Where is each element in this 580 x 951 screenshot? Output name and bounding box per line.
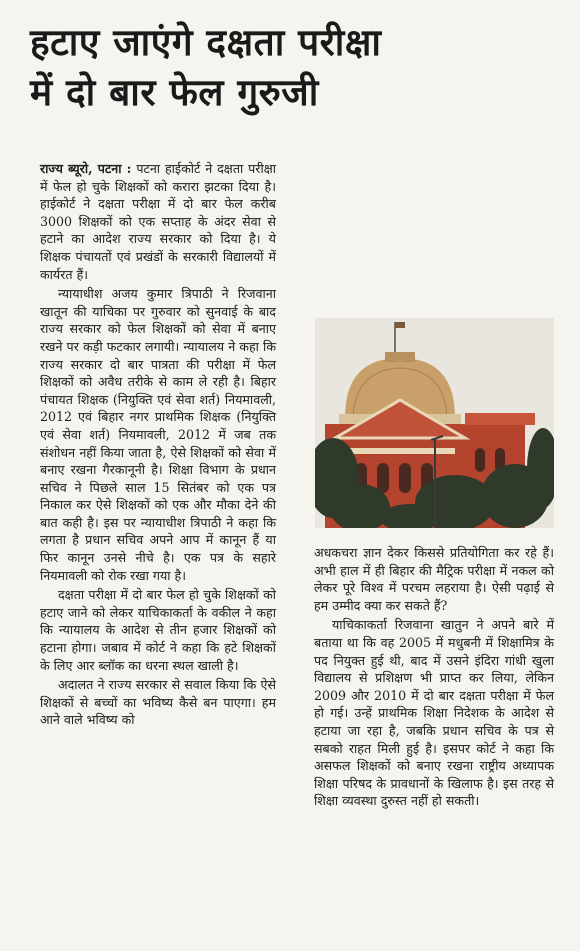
- dateline: राज्य ब्यूरो, पटना :: [40, 161, 132, 176]
- headline: [30, 18, 560, 118]
- headline-line-1: हटाए जाएंगे दक्षता परीक्षा: [30, 21, 382, 64]
- article-paragraph: अदालत ने राज्य सरकार से सवाल किया कि ऐसे शिक्षकों से बच्चों का भविष्य कैसे बन पाएगा। हम आने वाले भविष्य को: [40, 677, 276, 728]
- article-column-right: [314, 544, 554, 812]
- article-text: पटना हाईकोर्ट ने दक्षता परीक्षा में फेल हो चुके शिक्षकों को करारा झटका दिया है। हाईकोर्ट ने दक्षता परीक्षा में दो बार फेल करीब 3000 शिक्षकों को एक सप्ताह के अंदर सेवा से हटाने का आदेश राज्य सरकार को दिया है। ये शिक्षक पंचायतों एवं प्रखंडों के सरकारी विद्यालयों में कार्यरत हैं।: [40, 161, 276, 282]
- article-paragraph: दक्षता परीक्षा में दो बार फेल हो चुके शिक्षकों को हटाए जाने को लेकर याचिकाकर्ता के वकील ने कहा कि न्यायालय के आदेश से तीन हजार शिक्षकों को हटाना होगा। जबाव में कोर्ट ने कहा कि हटे शिक्षकों के लिए आर ब्लॉक का धरना स्थल खाली है।: [40, 587, 276, 673]
- article-column-left: [40, 160, 276, 731]
- article-paragraph: [40, 160, 276, 283]
- article-paragraph: याचिकाकर्ता रिजवाना खातुन ने अपने बारे में बताया था कि वह 2005 में मधुबनी में शिक्षामित्र के पद नियुक्त हुई थी, बाद में उसने इंदिरा गांधी खुला विद्यालय से प्रशिक्षण भी प्राप्त कर लिया, लेकिन 2009 और 2010 में दो बार दक्षता परीक्षा में फेल हो गई। उन्हें प्राथमिक शिक्षा निदेशक के आदेश से हटाया जा रहा है, जबकि प्रधान सचिव के पत्र से सबको राहत मिली हुई है। इसपर कोर्ट ने कहा कि असफल शिक्षकों को बनाए रखना राष्ट्रीय अध्यापक शिक्षा परिषद के प्रावधानों के खिलाफ है। इस तरह से शिक्षा व्यवस्था दुरुस्त नहीं हो सकती।: [314, 617, 554, 809]
- court-building-illustration: [315, 318, 554, 528]
- headline-line-2: में दो बार फेल गुरुजी: [30, 71, 319, 114]
- article-paragraph: अधकचरा ज्ञान देकर किससे प्रतियोगिता कर रहे हैं। अभी हाल में ही बिहार की मैट्रिक परीक्षा में नकल को लेकर पूरे विश्व में परचम लहराया है। ऐसी पढ़ाई से हम उम्मीद क्या कर सकते हैं?: [314, 545, 554, 613]
- article-paragraph: न्यायाधीश अजय कुमार त्रिपाठी ने रिजवाना खातून की याचिका पर गुरुवार को सुनवाई के बाद राज्य सरकार को फेल शिक्षकों को सेवा में बनाए रखने पर कड़ी फटकार लगायी। न्यायालय ने कहा कि राज्य सरकार दो बार पात्रता की परीक्षा में फेल शिक्षकों को अवैध तरीके से काम ले रही है। बिहार पंचायत शिक्षक (नियुक्ति एवं सेवा शर्त) नियमावली, 2012 एवं बिहार नगर प्राथमिक शिक्षक (नियुक्ति एवं सेवा शर्त) नियमावली, 2012 में जब तक संशोधन नहीं किया जाता है, ऐसे शिक्षकों को सेवा में बनाए रखना गैरकानूनी है। शिक्षा विभाग के प्रधान सचिव ने पिछले साल 15 सितंबर को एक पत्र निकाल कर ऐसे शिक्षकों को एक और मौका देने की बात कही है। इस पर न्यायाधीश त्रिपाठी ने कहा कि लगता है प्रधान सचिव अपने आप में कानून हैं या फिर कानून उनसे नीचे है। एक पत्र के सहारे नियमावली को रोक रखा गया है।: [40, 286, 276, 583]
- flag-icon: [395, 322, 405, 328]
- court-building-photo: [315, 318, 554, 528]
- dome-lantern: [385, 352, 415, 362]
